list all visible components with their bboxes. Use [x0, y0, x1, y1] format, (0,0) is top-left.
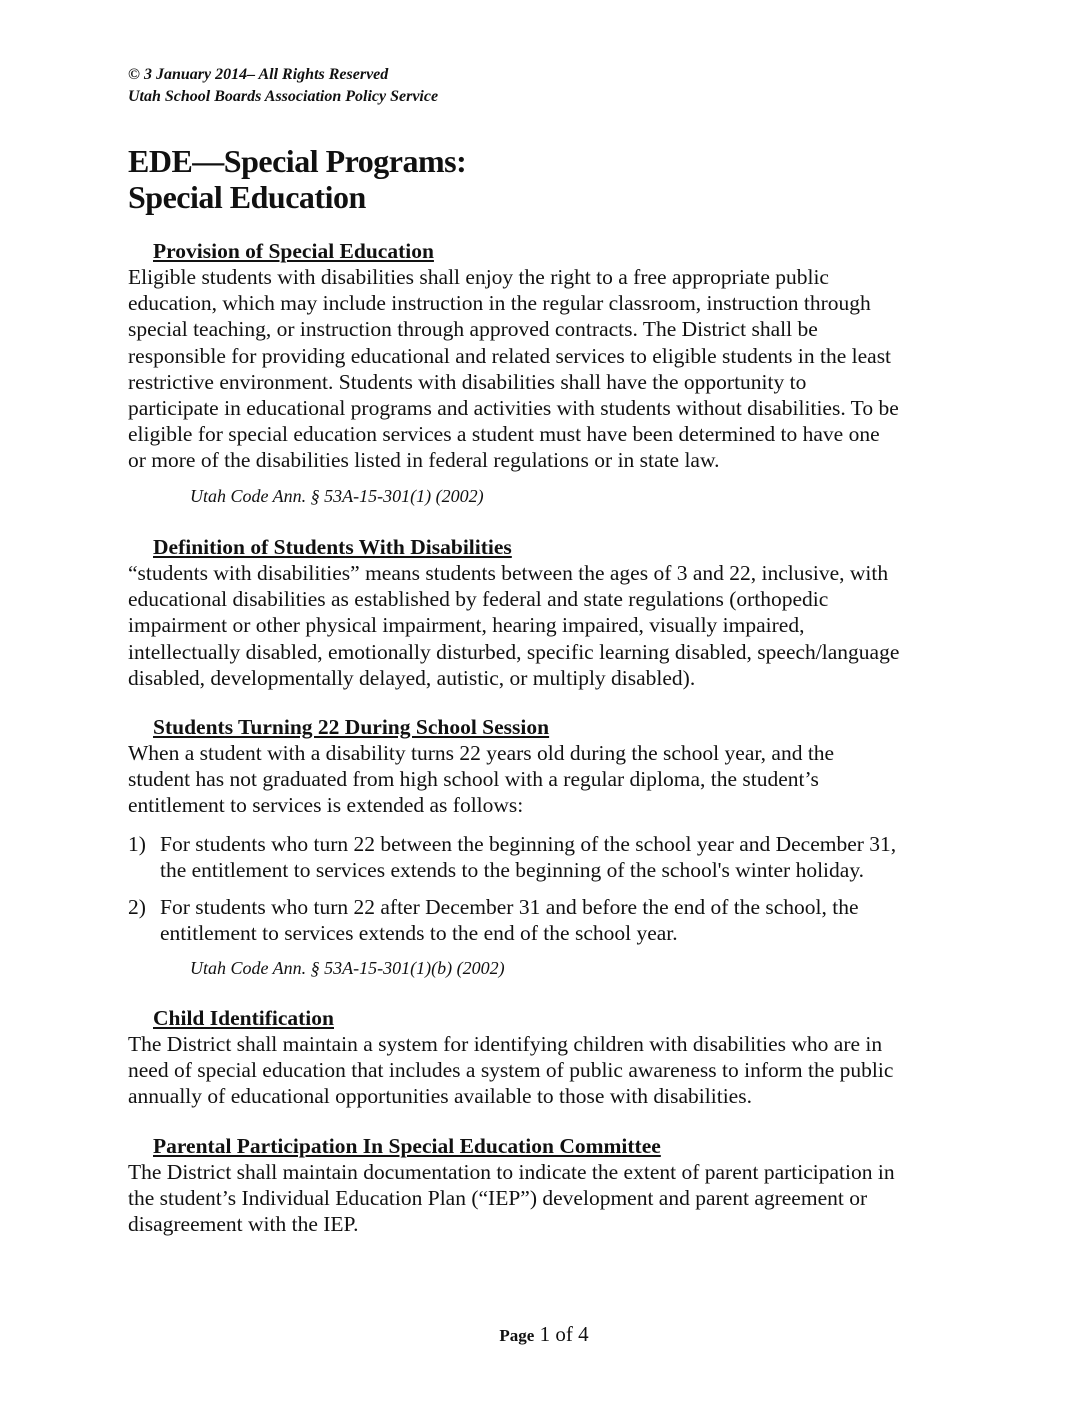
text-line: impairment or other physical impairment, hearing impaired, visually impaired,	[128, 613, 805, 638]
section-provision	[128, 238, 968, 508]
organization-line: Utah School Boards Association Policy Service	[128, 88, 439, 105]
text-line: need of special education that includes a system of public awareness to inform the public	[128, 1058, 894, 1083]
text-line: intellectually disabled, emotionally disturbed, specific learning disabled, speech/language	[128, 639, 900, 664]
text-line: Eligible students with disabilities shall enjoy the right to a free appropriate public	[128, 265, 829, 289]
list-number: 2)	[128, 895, 146, 920]
section-body	[128, 560, 968, 691]
text-line: the entitlement to services extends to the beginning of the school's winter holiday.	[160, 857, 865, 882]
text-line: special teaching, or instruction through approved contracts. The District shall be	[128, 317, 818, 342]
legal-citation: Utah Code Ann. § 53A-15-301(1) (2002)	[190, 485, 484, 506]
text-line: entitlement to services extends to the end of the school year.	[160, 921, 678, 946]
document-title	[128, 143, 466, 215]
text-line: or more of the disabilities listed in federal regulations or in state law.	[128, 448, 720, 473]
section-body	[128, 1031, 968, 1110]
section-heading: Definition of Students With Disabilities	[153, 535, 512, 559]
text-line: restrictive environment. Students with disabilities shall have the opportunity to	[128, 369, 807, 394]
section-body	[128, 1159, 968, 1238]
section-heading: Students Turning 22 During School Session	[153, 715, 550, 739]
page-header	[128, 64, 438, 108]
text-line: the student’s Individual Education Plan (“IEP”) development and parent agreement or	[128, 1186, 868, 1211]
section-turning-22	[128, 714, 968, 980]
section-child-identification	[128, 1005, 968, 1110]
page-label: Page	[499, 1326, 535, 1345]
text-line: annually of educational opportunities available to those with disabilities.	[128, 1084, 752, 1109]
text-line: disagreement with the IEP.	[128, 1212, 359, 1237]
text-line: student has not graduated from high school with a regular diploma, the student’s	[128, 767, 819, 792]
section-body	[128, 264, 968, 474]
section-definition	[128, 534, 968, 691]
title-line-1: EDE—Special Programs:	[128, 143, 467, 179]
text-line: For students who turn 22 between the beginning of the school year and December 31,	[160, 831, 897, 856]
page-footer	[0, 1322, 1088, 1347]
list-item	[128, 894, 968, 946]
list-number: 1)	[128, 831, 146, 856]
text-line: For students who turn 22 after December 31 and before the end of the school, the	[160, 895, 859, 920]
text-line: entitlement to services is extended as follows:	[128, 793, 524, 818]
section-heading: Child Identification	[153, 1006, 334, 1030]
text-line: responsible for providing educational and related services to eligible students in the least	[128, 343, 892, 368]
section-parental-participation	[128, 1133, 968, 1238]
section-heading: Provision of Special Education	[153, 239, 434, 263]
text-line: eligible for special education services a student must have been determined to have one	[128, 422, 880, 447]
text-line: The District shall maintain a system for identifying children with disabilities who are in	[128, 1032, 883, 1056]
text-line: When a student with a disability turns 22 years old during the school year, and the	[128, 741, 835, 765]
text-line: education, which may include instruction in the regular classroom, instruction through	[128, 291, 871, 316]
text-line: disabled, developmentally delayed, autistic, or multiply disabled).	[128, 665, 696, 690]
legal-citation: Utah Code Ann. § 53A-15-301(1)(b) (2002)	[190, 958, 505, 979]
copyright-line: © 3 January 2014– All Rights Reserved	[128, 66, 389, 83]
title-line-2: Special Education	[128, 179, 366, 215]
section-body	[128, 740, 968, 819]
page-number: 1 of 4	[539, 1322, 589, 1346]
section-heading: Parental Participation In Special Education Committee	[153, 1134, 661, 1158]
list-item	[128, 831, 968, 883]
text-line: “students with disabilities” means students between the ages of 3 and 22, inclusive, with	[128, 561, 889, 585]
text-line: educational disabilities as established by federal and state regulations (orthopedic	[128, 587, 829, 612]
text-line: The District shall maintain documentation to indicate the extent of parent participation in	[128, 1160, 895, 1184]
text-line: participate in educational programs and activities with students without disabilities. To be	[128, 396, 899, 421]
